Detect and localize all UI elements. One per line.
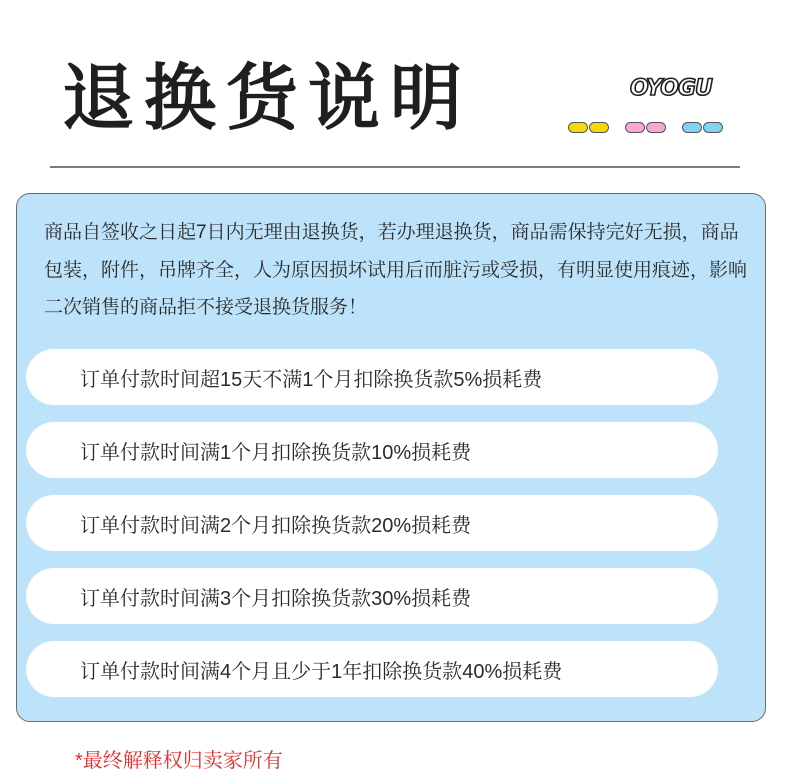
header-divider — [50, 166, 740, 168]
policy-intro: 商品自签收之日起7日内无理由退换货，若办理退换货，商品需保持完好无损，商品包装，附件，吊牌齐全，人为原因损坏试用后而脏污或受损，有明显使用痕迹，影响二次销售的商品拒不接受退换货服务！ — [44, 222, 748, 318]
rule-item-4: 订单付款时间满3个月扣除换货款30%损耗费 — [26, 568, 718, 624]
pink-pill — [625, 122, 645, 133]
yellow-pill — [589, 122, 609, 133]
rule-item-3: 订单付款时间满2个月扣除换货款20%损耗费 — [26, 495, 718, 551]
rule-item-2: 订单付款时间满1个月扣除换货款10%损耗费 — [26, 422, 718, 478]
pink-pill — [646, 122, 666, 133]
disclaimer-note: *最终解释权归卖家所有 — [75, 750, 283, 772]
pink-pill-pair — [625, 122, 667, 134]
yellow-pill-pair — [568, 122, 610, 134]
blue-pill-pair — [682, 122, 724, 134]
brand-logo: OYOGU — [630, 76, 712, 101]
yellow-pill — [568, 122, 588, 133]
blue-pill — [703, 122, 723, 133]
rule-item-5: 订单付款时间满4个月且少于1年扣除换货款40%损耗费 — [26, 641, 718, 697]
rule-item-1: 订单付款时间超15天不满1个月扣除换货款5%损耗费 — [26, 349, 718, 405]
page-title: 退换货说明 — [62, 56, 473, 140]
blue-pill — [682, 122, 702, 133]
